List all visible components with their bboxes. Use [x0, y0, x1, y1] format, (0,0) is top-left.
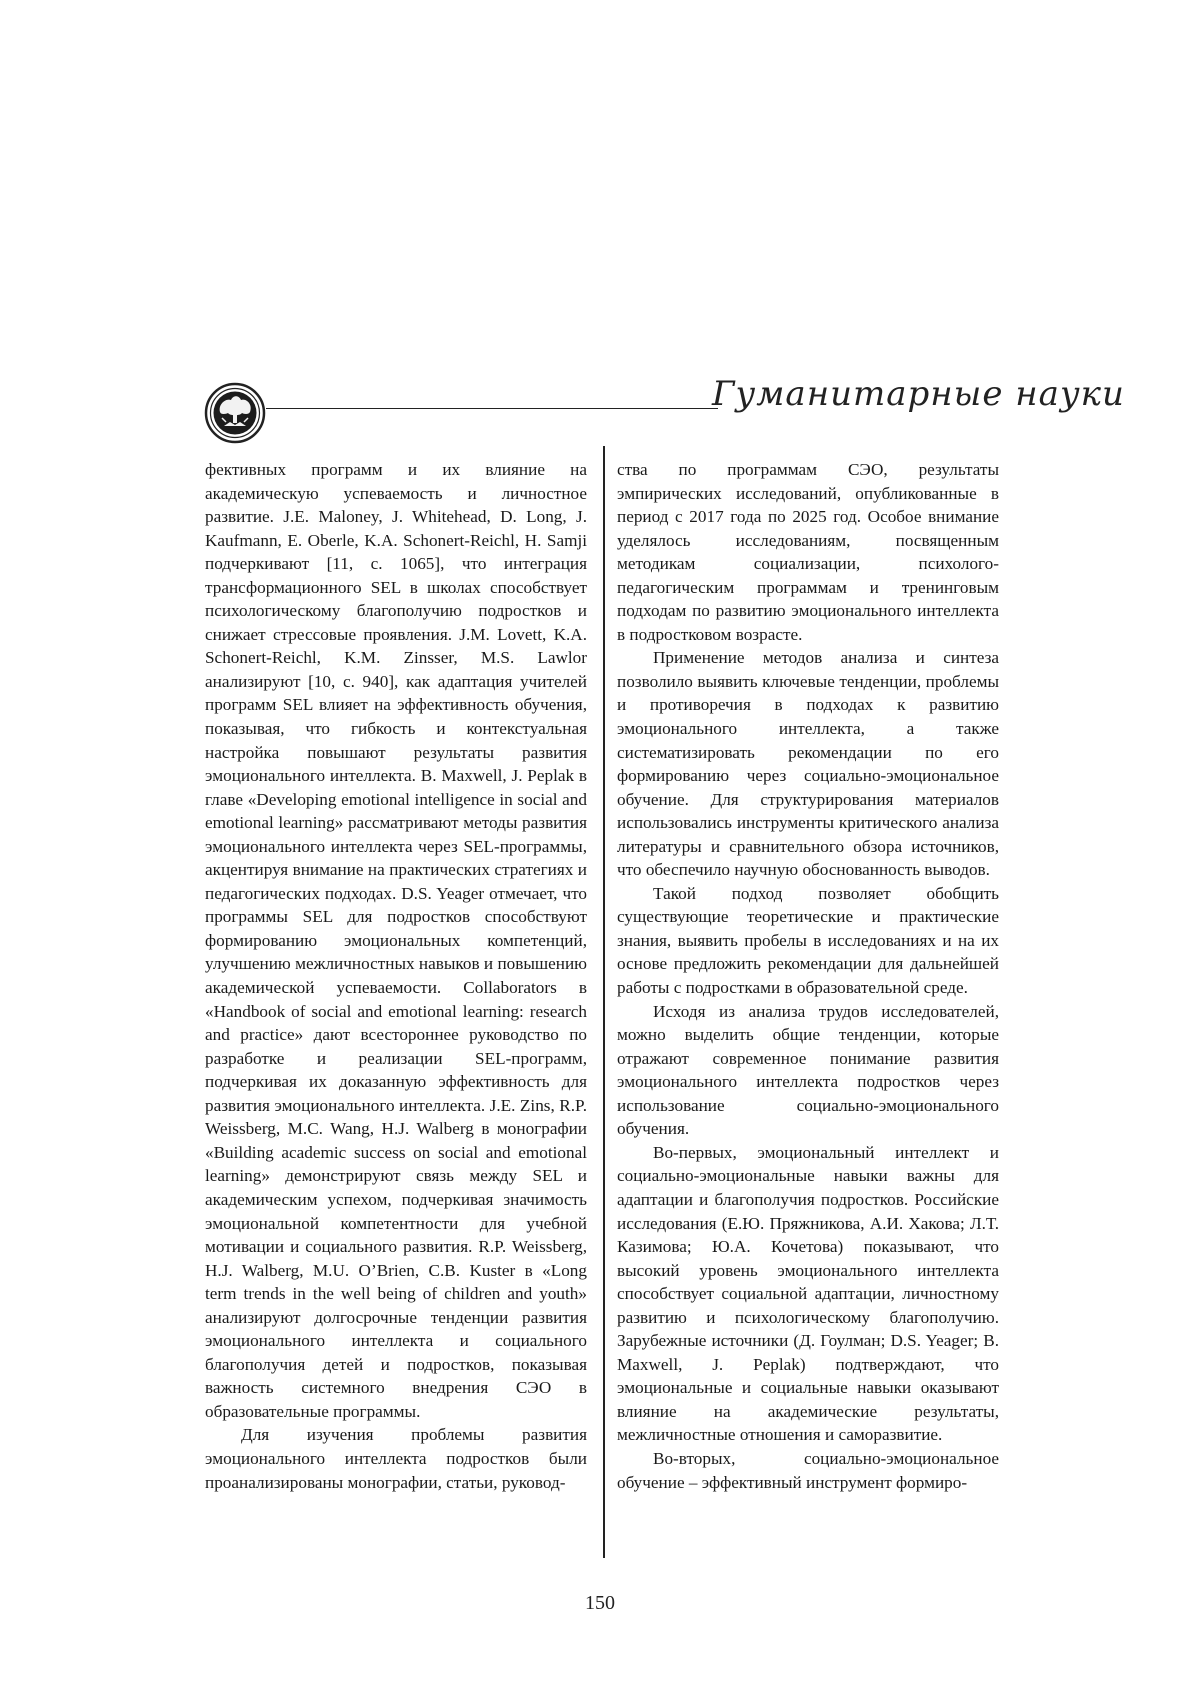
column-divider [603, 446, 605, 1558]
header-rule [266, 408, 718, 409]
paragraph: Такой подход позволяет обобщить существующие теоретические и практические знания, выявить пробелы в исследованиях и на их основе предложить рекомендации для дальнейшей работы с подростками в образовательной среде. [617, 883, 999, 998]
tree-emblem-icon [204, 382, 266, 444]
paragraph: Применение методов анализа и синтеза позволило выявить ключевые тенденции, проблемы и противоречия в подходах к развитию эмоционального интеллекта, а также систематизировать рекомендации по его формированию через социально-эмоциональное обучение. Для структурирования материалов использовались инструменты критического анализа литературы и сравнительного обзора источников, что обеспечило научную обоснованность выводов. [617, 648, 999, 880]
right-column [617, 458, 999, 1494]
left-column [205, 458, 587, 1494]
section-title: Гуманитарные науки [712, 374, 1125, 414]
paragraph: фективных программ и их влияние на академическую успеваемость и личностное развитие. J.E. Maloney, J. Whitehead, D. Long, J. Kaufmann, E. Oberle, K.A. Schonert-Reichl, H. Samji подчеркивают [11, с. 1065], что интеграция трансформационного SEL в школах способствует психологическому благополучию подростков и снижает стрессовые проявления. J.M. Lovett, K.A. Schonert-Reichl, K.M. Zinsser, M.S. Lawlor анализируют [10, с. 940], как адаптация учителей программ SEL влияет на эффективность обучения, показывая, что гибкость и контекстуальная настройка повышают результаты развития эмоционального интеллекта. B. Maxwell, J. Peplak в главе «Developing emotional intelligence in social and emotional learning» рассматривают методы развития эмоционального интеллекта через SEL-программы, акцентируя внимание на практических стратегиях и педагогических подходах. D.S. Yeager отмечает, что программы SEL для подростков способствуют формированию эмоциональных компетенций, улучшению межличностных навыков и повышению академической успеваемости. Collaborators в «Handbook of social and emotional learning: research and practice» дают всестороннее руководство по разработке и реализации SEL-программ, подчеркивая их доказанную эффективность для развития эмоционального интеллекта. J.E. Zins, R.P. Weissberg, M.C. Wang, H.J. Walberg в монографии «Building academic success on social and emotional learning» демонстрируют связь между SEL и академическим успехом, подчеркивая значимость эмоциональной компетентности для учебной мотивации и социального развития. R.P. Weissberg, H.J. Walberg, M.U. O’Brien, C.B. Kuster в «Long term trends in the well being of children and youth» анализируют долгосрочные тенденции развития эмоционального интеллекта и социального благополучия детей и подростков, показывая важность системного внедрения СЭО в образовательные программы. [205, 460, 587, 1421]
page-number: 150 [585, 1592, 615, 1614]
paragraph: Исходя из анализа трудов исследователей, можно выделить общие тенденции, которые отражают современное понимание развития эмоционального интеллекта подростков через использование социально-эмоционального обучения. [617, 1001, 999, 1139]
paragraph: Во-вторых, социально-эмоциональное обучение – эффективный инструмент формиро- [617, 1448, 999, 1492]
paragraph: ства по программам СЭО, результаты эмпирических исследований, опубликованные в период с 2017 года по 2025 год. Особое внимание уделялось исследованиям, посвященным методикам социализации, психолого-педагогическим программам и тренинговым подходам по развитию эмоционального интеллекта в подростковом возрасте. [617, 460, 999, 644]
paragraph: Во-первых, эмоциональный интеллект и социально-эмоциональные навыки важны для адаптации и благополучия подростков. Российские исследования (Е.Ю. Пряжникова, А.И. Хакова; Л.Т. Казимова; Ю.А. Кочетова) показывают, что высокий уровень эмоционального интеллекта способствует социальной адаптации, личностному развитию и психологическому благополучию. Зарубежные источники (Д. Гоулман; D.S. Yeager; B. Maxwell, J. Peplak) подтверждают, что эмоциональные и социальные навыки оказывают влияние на академические результаты, межличностные отношения и саморазвитие. [617, 1142, 999, 1445]
paragraph: Для изучения проблемы развития эмоционального интеллекта подростков были проанализированы монографии, статьи, руковод- [205, 1425, 587, 1492]
